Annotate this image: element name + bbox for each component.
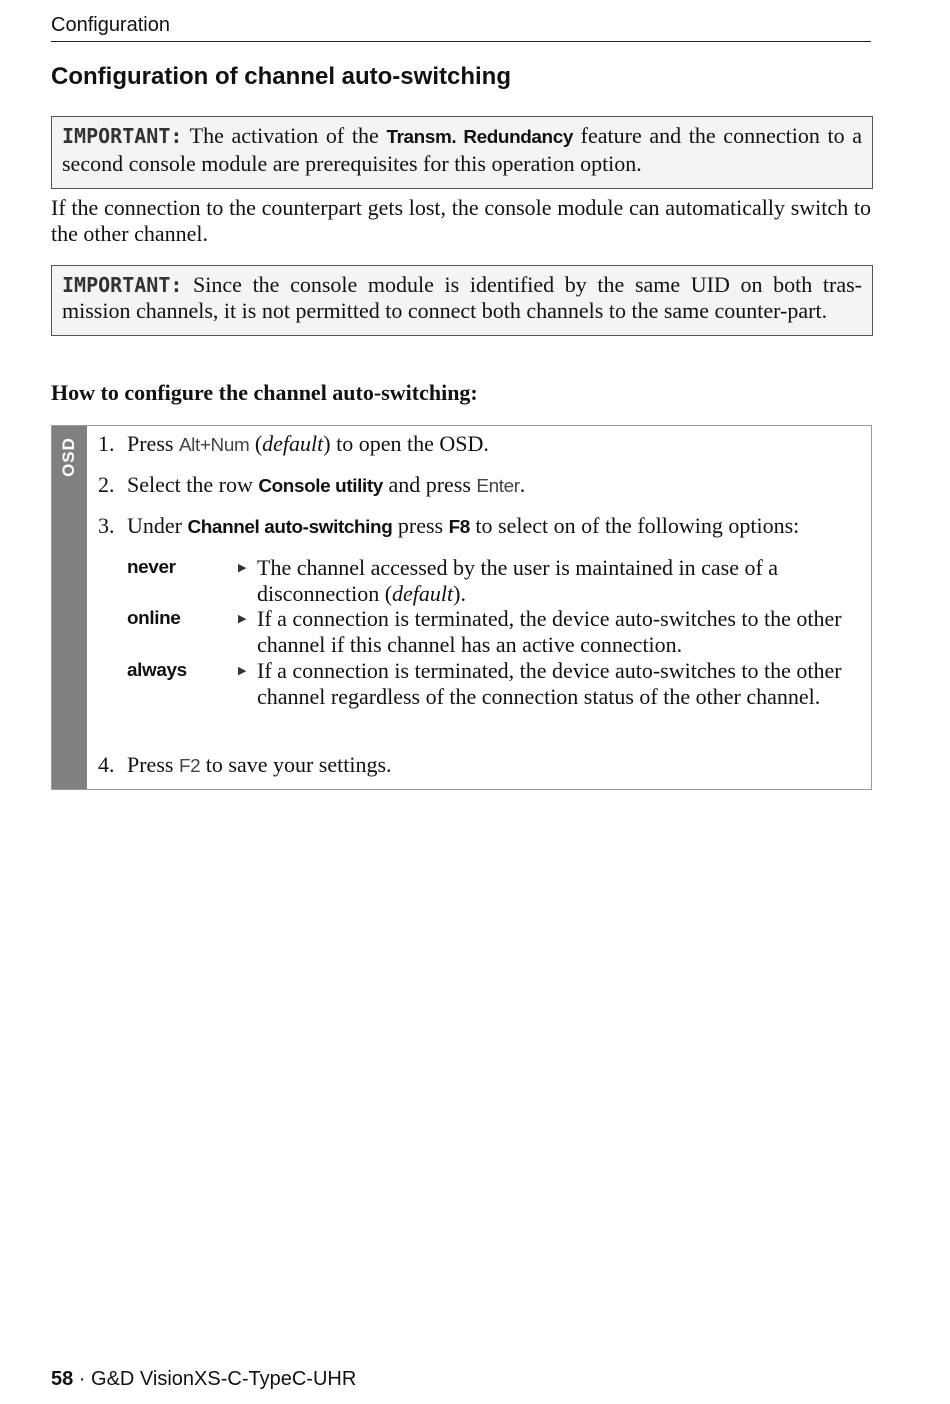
important-note-2: [51, 265, 873, 336]
menu-term: Channel auto-switching: [187, 517, 393, 538]
step-number: 4.: [98, 752, 115, 777]
step-text: press: [392, 513, 449, 538]
step-text: (: [249, 431, 263, 456]
option-description: If a connection is terminated, the device auto-switches to the other channel if this channel has an active connection.: [257, 606, 842, 657]
bullet-arrow-icon: ▶: [238, 562, 247, 574]
key-label: F8: [448, 517, 470, 538]
step-4: [98, 752, 392, 780]
step-number: 1.: [98, 431, 115, 456]
step-2: [98, 472, 525, 500]
step-3: [98, 513, 799, 541]
step-text: and press: [382, 472, 477, 497]
step-text: .: [519, 472, 526, 497]
option-desc-text: ).: [453, 581, 466, 606]
step-text: Under: [127, 513, 188, 538]
note-text: Since the console module is identified by the same UID on both tras-mission channels, it is not permitted to connect both channels to the same counter-part.: [62, 272, 862, 323]
key-label: Alt+Num: [178, 435, 250, 456]
step-text: to select on of the following options:: [469, 513, 800, 538]
step-text: Press: [127, 431, 179, 456]
option-desc-text: The channel accessed by the user is maintained in case of a disconnection (: [257, 555, 779, 606]
option-name: never: [127, 557, 176, 578]
important-note-1: [51, 116, 873, 189]
key-label: F2: [178, 756, 201, 777]
step-text: Select the row: [127, 472, 259, 497]
bullet-arrow-icon: ▶: [238, 613, 247, 625]
step-italic: default: [262, 431, 324, 456]
howto-heading: How to configure the channel auto-switching:: [51, 380, 478, 405]
step-text: to save your settings.: [200, 752, 392, 777]
note-text: The activation of the: [182, 123, 387, 148]
footer-separator: ·: [73, 1368, 92, 1390]
step-number: 3.: [98, 513, 115, 538]
important-label: IMPORTANT:: [62, 124, 183, 148]
option-desc-italic: default: [392, 581, 454, 606]
step-number: 2.: [98, 472, 115, 497]
step-1: [98, 431, 489, 459]
note-term: Transm. Redundancy: [386, 127, 573, 148]
note-text: feature and the connection to a second console module are prerequisites for this operation option.: [62, 123, 862, 176]
osd-tab-label: OSD: [59, 437, 78, 477]
osd-side-tab: [52, 426, 87, 789]
intro-paragraph: If the connection to the counterpart gets lost, the console module can automatically switch to the other channel.: [51, 195, 871, 246]
page-number: 58: [51, 1368, 74, 1390]
option-name: always: [127, 660, 187, 681]
section-title: Configuration of channel auto-switching: [51, 63, 511, 90]
running-header: Configuration: [51, 14, 871, 42]
osd-instructions-box: [51, 425, 872, 790]
menu-term: Console utility: [258, 476, 383, 497]
step-text: ) to open the OSD.: [323, 431, 489, 456]
key-label: Enter: [476, 476, 520, 497]
bullet-arrow-icon: ▶: [238, 665, 247, 677]
step-text: Press: [127, 752, 179, 777]
page-footer: [51, 1368, 356, 1391]
important-label: IMPORTANT:: [62, 273, 183, 297]
option-name: online: [127, 608, 181, 629]
option-description: If a connection is terminated, the device auto-switches to the other channel regardless of the connection status of the other channel.: [257, 658, 842, 709]
option-description: [257, 555, 857, 607]
product-name: G&D VisionXS-C-TypeC-UHR: [91, 1368, 357, 1390]
